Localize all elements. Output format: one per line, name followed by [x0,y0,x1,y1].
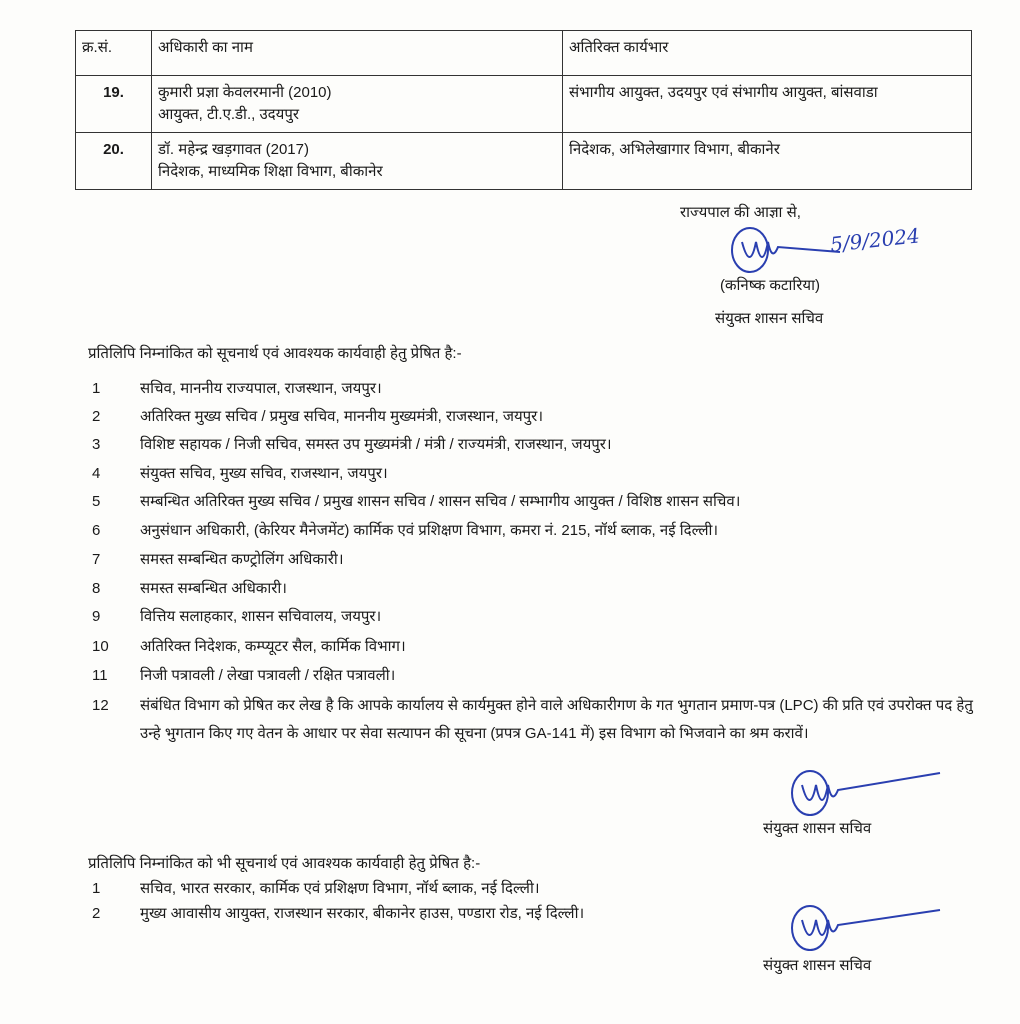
list-item-number: 8 [92,580,101,597]
copy2-heading: प्रतिलिपि निम्नांकित को भी सूचनार्थ एवं आवश्यक कार्यवाही हेतु प्रेषित है:- [88,855,481,872]
list-item-number: 6 [92,522,101,539]
table-row [76,76,972,133]
table-header-row [76,31,972,76]
officer-name: डॉ. महेन्द्र खड़गावत (2017) [158,141,309,158]
signature-2 [780,765,950,820]
list-item-text: विशिष्ट सहायक / निजी सचिव, समस्त उप मुख्यमंत्री / मंत्री / राज्यमंत्री, राजस्थान, जयपुर। [140,436,612,453]
list-item-number: 11 [92,667,108,684]
list-item-text: अतिरिक्त मुख्य सचिव / प्रमुख सचिव, माननीय मुख्यमंत्री, राजस्थान, जयपुर। [140,408,544,425]
list-item-text: वित्तिय सलाहकार, शासन सचिवालय, जयपुर। [140,608,382,625]
list-item-number: 2 [92,408,101,425]
list-item-number: 9 [92,608,101,625]
copy-heading: प्रतिलिपि निम्नांकित को सूचनार्थ एवं आवश्यक कार्यवाही हेतु प्रेषित है:- [88,345,462,362]
list-item-number: 10 [92,638,109,655]
order-line: राज्यपाल की आज्ञा से, [680,204,801,221]
list-item-text: सम्बन्धित अतिरिक्त मुख्य सचिव / प्रमुख शासन सचिव / शासन सचिव / सम्भागीय आयुक्त / विशिष्ठ शासन सचिव। [140,493,741,510]
list-item-number: 1 [92,880,101,897]
copy2-designation: संयुक्त शासन सचिव [763,957,872,974]
row-sn: 19. [76,76,152,133]
officer-post: आयुक्त, टी.ए.डी., उदयपुर [158,106,299,123]
list-item-text: मुख्य आवासीय आयुक्त, राजस्थान सरकार, बीकानेर हाउस, पण्डारा रोड, नई दिल्ली। [140,905,585,922]
list-item-text: संबंधित विभाग को प्रेषित कर लेख है कि आपके कार्यालय से कार्यमुक्त होने वाले अधिकारीगण के गत भुगतान प्रमाण-पत्र (LPC) की प्रति एवं उपरोक्त पद हेतु उन्हे भुगतान किए गए वेतन के आधार पर सेवा सत्यापन की सूचना (प्रपत्र GA-141 में) इस विभाग को भिजवाने का श्रम करावें। [140,697,973,742]
table-row [76,133,972,190]
officer-post: निदेशक, माध्यमिक शिक्षा विभाग, बीकानेर [158,163,383,180]
signature-date: 5/9/2024 [828,223,921,257]
header-charge: अतिरिक्त कार्यभार [563,31,972,76]
signatory-designation: संयुक्त शासन सचिव [715,310,824,327]
list-item-number: 3 [92,436,101,453]
signature-3 [780,900,950,955]
row-officer [152,133,563,190]
list-item-text: समस्त सम्बन्धित कण्ट्रोलिंग अधिकारी। [140,551,344,568]
list-item-text: अनुसंधान अधिकारी, (केरियर मैनेजमेंट) कार्मिक एवं प्रशिक्षण विभाग, कमरा नं. 215, नॉर्थ ब्लाक, नई दिल्ली। [140,522,719,539]
list-item-number: 5 [92,493,101,510]
row-sn: 20. [76,133,152,190]
list-item-number: 2 [92,905,101,922]
row-charge: संभागीय आयुक्त, उदयपुर एवं संभागीय आयुक्त, बांसवाडा [563,76,972,133]
officer-table [75,30,972,190]
copy1-designation: संयुक्त शासन सचिव [763,820,872,837]
list-item-text: निजी पत्रावली / लेखा पत्रावली / रक्षित पत्रावली। [140,667,396,684]
list-item-text: संयुक्त सचिव, मुख्य सचिव, राजस्थान, जयपुर। [140,465,388,482]
list-item-number: 1 [92,380,101,397]
list-item-text: सचिव, भारत सरकार, कार्मिक एवं प्रशिक्षण विभाग, नॉर्थ ब्लाक, नई दिल्ली। [140,880,540,897]
officer-name: कुमारी प्रज्ञा केवलरमानी (2010) [158,84,332,101]
list-item-number: 12 [92,697,109,714]
list-item-number: 4 [92,465,101,482]
signatory-name: (कनिष्क कटारिया) [720,277,820,294]
header-sn: क्र.सं. [76,31,152,76]
row-officer [152,76,563,133]
list-item-number: 7 [92,551,101,568]
list-item-text: समस्त सम्बन्धित अधिकारी। [140,580,287,597]
list-item-text: अतिरिक्त निदेशक, कम्प्यूटर सैल, कार्मिक विभाग। [140,638,406,655]
header-name: अधिकारी का नाम [152,31,563,76]
list-item-text: सचिव, माननीय राज्यपाल, राजस्थान, जयपुर। [140,380,382,397]
row-charge: निदेशक, अभिलेखागार विभाग, बीकानेर [563,133,972,190]
